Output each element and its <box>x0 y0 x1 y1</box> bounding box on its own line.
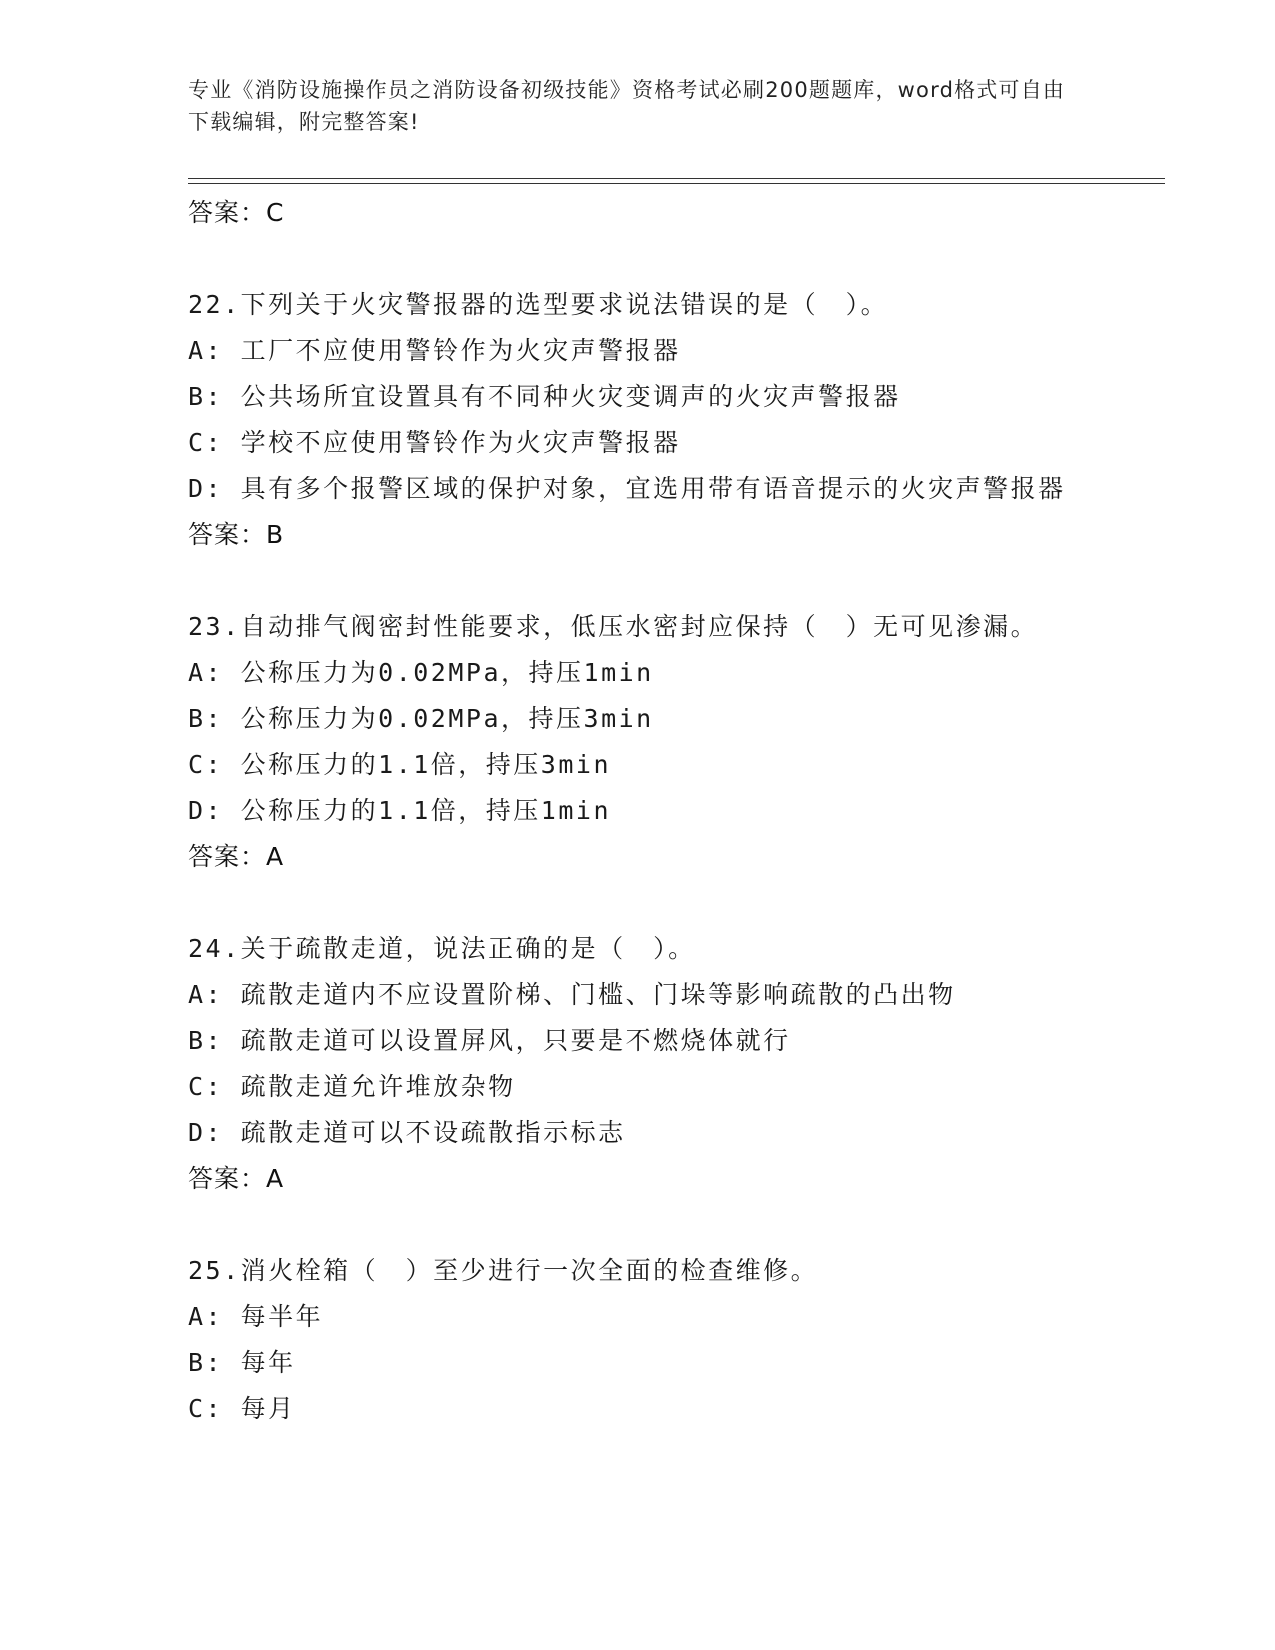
option-d: D: 公称压力的1.1倍，持压1min <box>188 796 612 825</box>
option-a: A: 公称压力为0.02MPa，持压1min <box>188 658 654 687</box>
answer-line: 答案：C <box>188 198 285 227</box>
answer-line: 答案：B <box>188 520 285 549</box>
option-a: A: 每半年 <box>188 1302 324 1331</box>
question-content <box>188 190 1088 1432</box>
question-22 <box>188 282 1088 558</box>
option-b: B: 每年 <box>188 1348 296 1377</box>
answer-line: 答案：A <box>188 842 285 871</box>
option-b: B: 疏散走道可以设置屏风，只要是不燃烧体就行 <box>188 1026 791 1055</box>
option-c: C: 每月 <box>188 1394 296 1423</box>
question-title: 22.下列关于火灾警报器的选型要求说法错误的是（ ）。 <box>188 290 889 319</box>
option-a: A: 工厂不应使用警铃作为火灾声警报器 <box>188 336 681 365</box>
question-25 <box>188 1248 1088 1432</box>
question-title: 23.自动排气阀密封性能要求，低压水密封应保持（ ）无可见渗漏。 <box>188 612 1039 641</box>
option-d: D: 疏散走道可以不设疏散指示标志 <box>188 1118 626 1147</box>
option-c: C: 学校不应使用警铃作为火灾声警报器 <box>188 428 681 457</box>
header-divider-bottom <box>188 183 1165 184</box>
question-title: 24.关于疏散走道，说法正确的是（ ）。 <box>188 934 696 963</box>
option-d: D: 具有多个报警区域的保护对象，宜选用带有语音提示的火灾声警报器 <box>188 474 1066 503</box>
option-b: B: 公称压力为0.02MPa，持压3min <box>188 704 654 733</box>
question-title: 25.消火栓箱（ ）至少进行一次全面的检查维修。 <box>188 1256 819 1285</box>
question-24 <box>188 926 1088 1202</box>
question-23 <box>188 604 1088 880</box>
document-header: 专业《消防设施操作员之消防设备初级技能》资格考试必刷200题题库，word格式可自由下载编辑，附完整答案! <box>188 78 1066 134</box>
option-c: C: 疏散走道允许堆放杂物 <box>188 1072 516 1101</box>
option-a: A: 疏散走道内不应设置阶梯、门槛、门垛等影响疏散的凸出物 <box>188 980 956 1009</box>
option-c: C: 公称压力的1.1倍，持压3min <box>188 750 612 779</box>
answer-line: 答案：A <box>188 1164 285 1193</box>
option-b: B: 公共场所宜设置具有不同种火灾变调声的火灾声警报器 <box>188 382 901 411</box>
header-divider-top <box>188 178 1165 179</box>
